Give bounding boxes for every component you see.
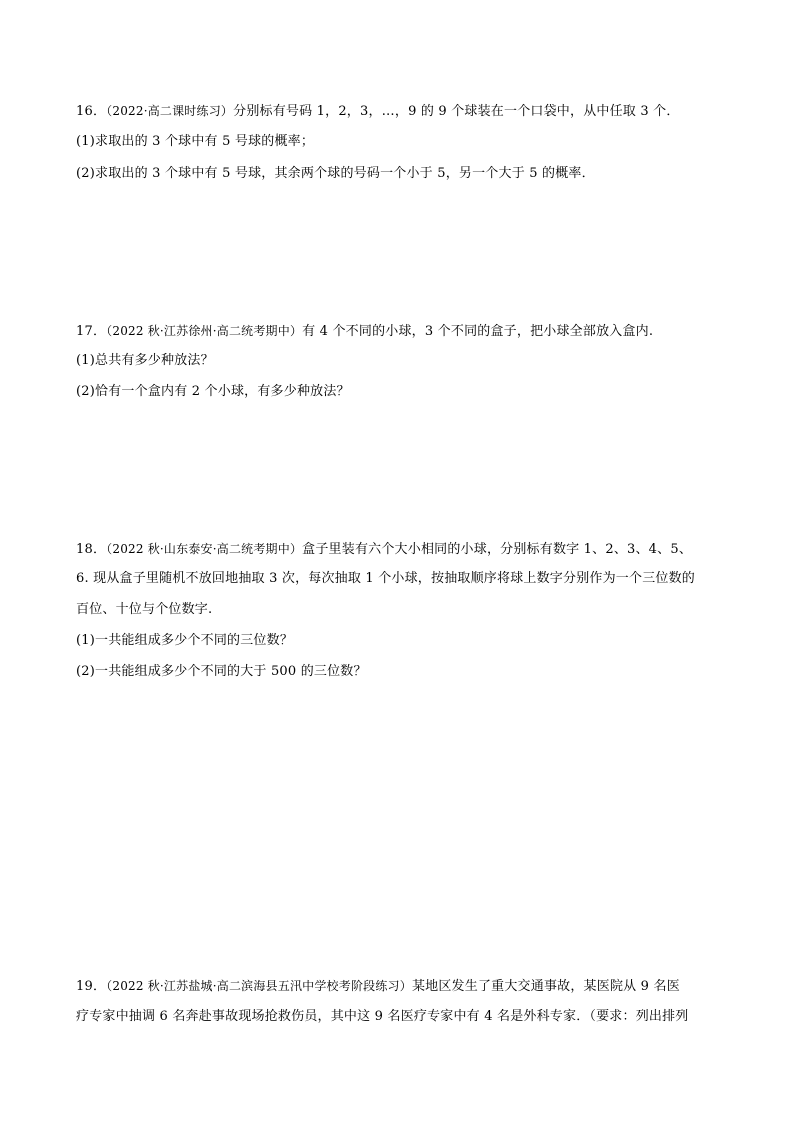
question-18-stem xyxy=(76,540,692,559)
question-number: 16． xyxy=(76,104,107,119)
question-text: 分别标有号码 1，2，3，…，9 的 9 个球装在一个口袋中，从中任取 3 个． xyxy=(233,104,680,119)
question-16-stem xyxy=(76,102,680,121)
question-source: （2022 秋·江苏徐州·高二统考期中） xyxy=(106,324,303,338)
question-17-part-2: (2)恰有一个盒内有 2 个小球，有多少种放法？ xyxy=(76,384,350,399)
question-number: 19． xyxy=(76,979,107,994)
question-text: 有 4 个不同的小球，3 个不同的盒子，把小球全部放入盒内. xyxy=(302,324,654,339)
question-16-part-1: (1)求取出的 3 个球中有 5 号球的概率； xyxy=(76,134,315,149)
question-18-part-2: (2)一共能组成多少个不同的大于 500 的三位数？ xyxy=(76,664,367,679)
question-19-stem-line-2: 疗专家中抽调 6 名奔赴事故现场抢救伤员，其中这 9 名医疗专家中有 4 名是外科专家．（要求：列出排列 xyxy=(76,1009,689,1024)
question-18-stem-line-2: 6. 现从盒子里随机不放回地抽取 3 次，每次抽取 1 个小球，按抽取顺序将球上数字分别作为一个三位数的 xyxy=(76,571,696,586)
question-text: 某地区发生了重大交通事故，某医院从 9 名医 xyxy=(411,979,680,994)
question-source: （2022 秋·山东泰安·高二统考期中） xyxy=(106,542,303,556)
question-17-stem xyxy=(76,322,653,341)
question-source: （2022 秋·江苏盐城·高二滨海县五汛中学校考阶段练习） xyxy=(106,979,412,993)
question-number: 17． xyxy=(76,324,107,339)
question-source: （2022·高二课时练习） xyxy=(106,104,234,118)
question-text: 盒子里装有六个大小相同的小球，分别标有数字 1、2、3、4、5、 xyxy=(302,542,693,557)
question-16-part-2: (2)求取出的 3 个球中有 5 号球，其余两个球的号码一个小于 5，另一个大于 5 的概率． xyxy=(76,166,595,181)
question-18-stem-line-3: 百位、十位与个位数字. xyxy=(76,602,213,617)
question-19-stem xyxy=(76,977,680,996)
question-17-part-1: (1)总共有多少种放法？ xyxy=(76,353,214,368)
question-number: 18． xyxy=(76,542,107,557)
question-18-part-1: (1)一共能组成多少个不同的三位数？ xyxy=(76,633,294,648)
